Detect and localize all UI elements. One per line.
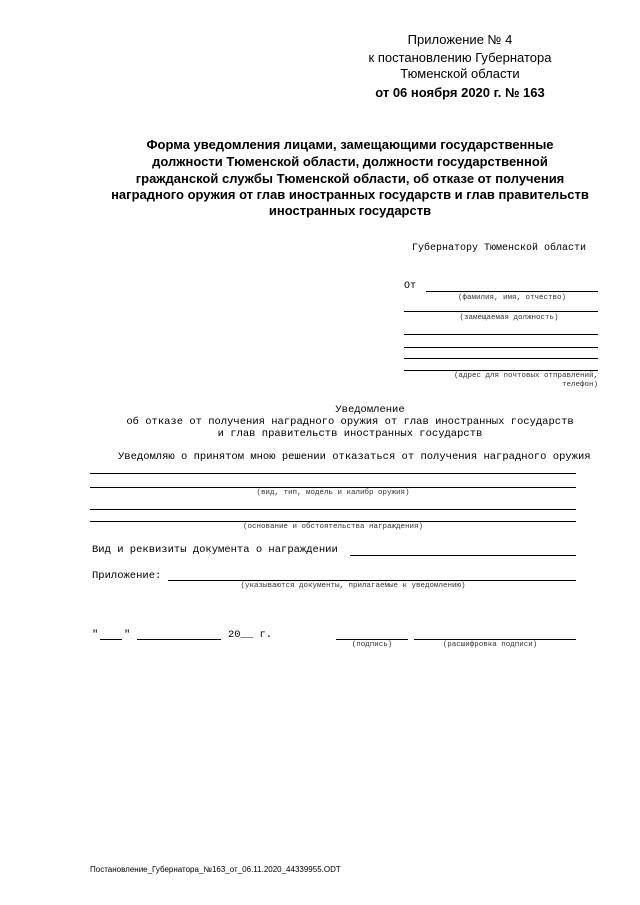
address-field-2[interactable] bbox=[404, 347, 598, 348]
form-title-line: должности Тюменской области, должности государственной bbox=[152, 154, 548, 169]
notice-subtitle-1: об отказе от получения наградного оружия от глав иностранных государств bbox=[126, 416, 574, 428]
addressee-to: Губернатору Тюменской области bbox=[412, 243, 587, 254]
decoding-field[interactable] bbox=[414, 639, 576, 640]
attach-field[interactable] bbox=[168, 580, 576, 581]
year-text: 20__ г. bbox=[228, 629, 273, 641]
doc-field[interactable] bbox=[350, 555, 576, 556]
attach-label: Приложение: bbox=[92, 570, 162, 582]
doc-label: Вид и реквизиты документа о награждении bbox=[92, 544, 338, 556]
grounds-field-2[interactable] bbox=[90, 521, 576, 522]
notice-subtitle-2: и глав правительств иностранных государств bbox=[217, 428, 483, 440]
address-field-4[interactable] bbox=[404, 370, 598, 371]
grounds-field-1[interactable] bbox=[90, 509, 576, 510]
month-field[interactable] bbox=[137, 639, 221, 640]
from-label: От bbox=[404, 281, 417, 292]
position-field[interactable] bbox=[404, 311, 598, 312]
weapon-caption: (вид, тип, модель и калибр оружия) bbox=[256, 489, 410, 497]
appendix-region: Тюменской области bbox=[400, 66, 520, 81]
address-caption-1: (адрес для почтовых отправлений, bbox=[453, 372, 598, 380]
date-open-quote: " bbox=[92, 629, 99, 641]
notice-heading: Уведомление bbox=[335, 404, 405, 416]
form-title-line: иностранных государств bbox=[268, 203, 432, 218]
name-caption: (фамилия, имя, отчество) bbox=[457, 294, 567, 302]
footer-filename: Постановление_Губернатора_№163_от_06.11.2020_44339955.ODT bbox=[90, 865, 341, 874]
day-field[interactable] bbox=[100, 639, 122, 640]
weapon-field-2[interactable] bbox=[90, 487, 576, 488]
address-field-3[interactable] bbox=[404, 358, 598, 359]
grounds-caption: (основание и обстоятельства награждения) bbox=[242, 523, 424, 531]
address-field-1[interactable] bbox=[404, 334, 598, 335]
decoding-caption: (расшифровка подписи) bbox=[442, 641, 538, 649]
appendix-reference: к постановлению Губернатора bbox=[368, 50, 552, 65]
date-close-quote: " bbox=[124, 629, 131, 641]
notice-body: Уведомляю о принятом мною решении отказаться от получения наградного оружия bbox=[118, 451, 591, 463]
name-field[interactable] bbox=[426, 291, 598, 292]
address-caption-2: телефон) bbox=[561, 381, 598, 389]
signature-field[interactable] bbox=[336, 639, 408, 640]
position-caption: (замещаемая должность) bbox=[459, 314, 559, 322]
appendix-date: от 06 ноября 2020 г. № 163 bbox=[375, 85, 545, 100]
form-title-line: наградного оружия от глав иностранных государств и глав правительств bbox=[111, 187, 589, 202]
signature-caption: (подпись) bbox=[351, 641, 393, 649]
appendix-number: Приложение № 4 bbox=[407, 32, 513, 47]
attach-caption: (указываются документы, прилагаемые к уведомлению) bbox=[240, 582, 466, 590]
form-title-line: гражданской службы Тюменской области, об отказе от получения bbox=[135, 171, 565, 186]
form-title-line: Форма уведомления лицами, замещающими государственные bbox=[146, 137, 554, 152]
weapon-field-1[interactable] bbox=[90, 473, 576, 474]
